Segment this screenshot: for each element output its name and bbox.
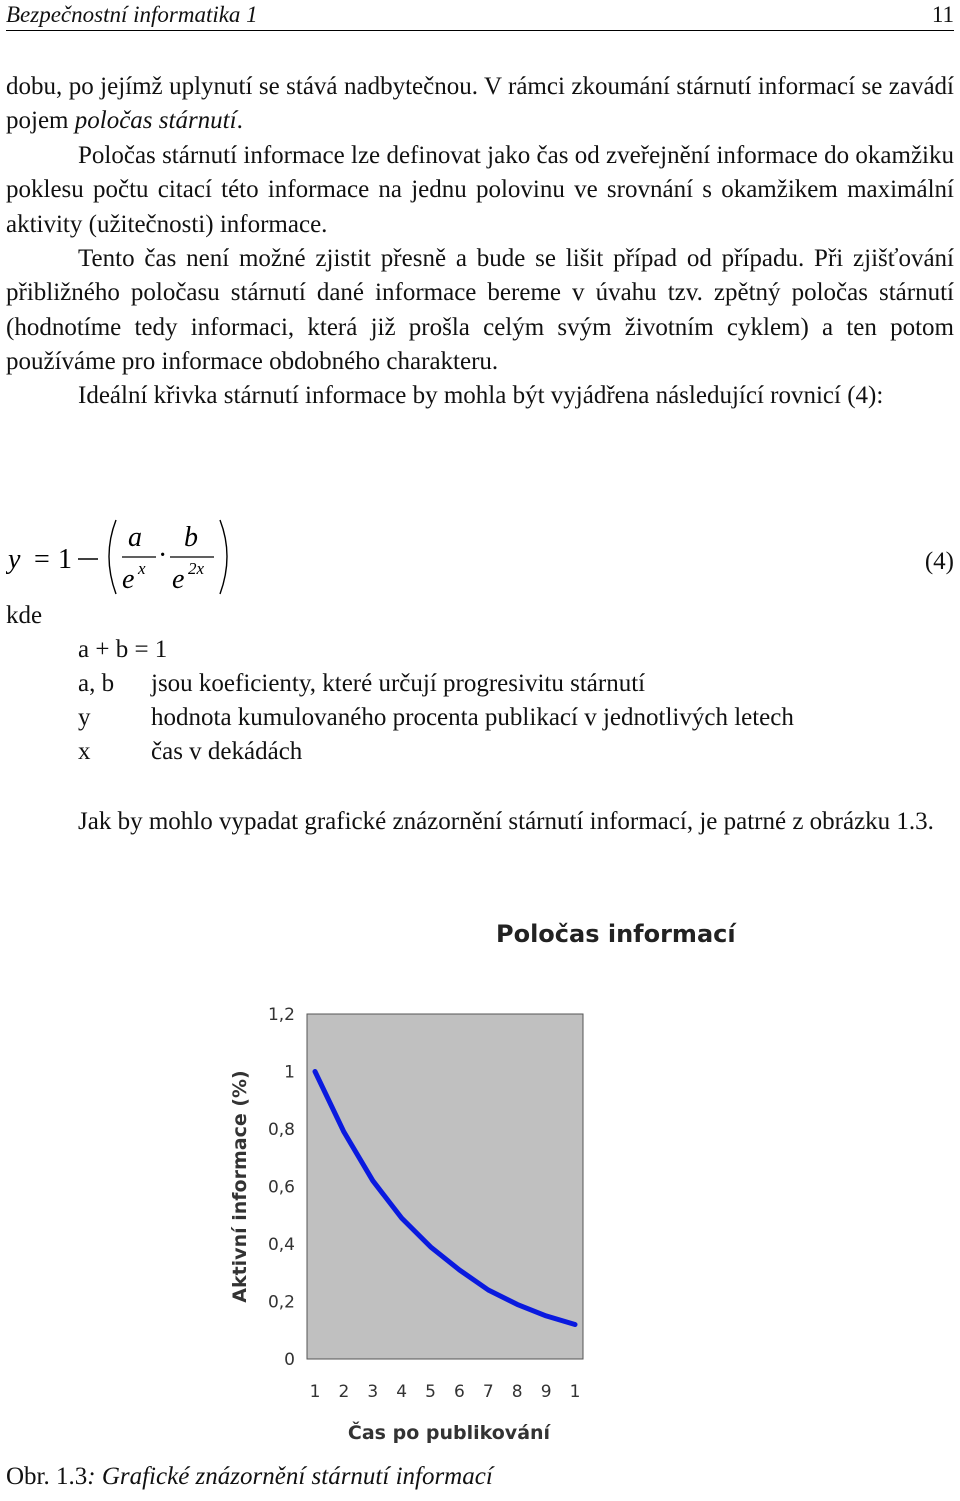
chart-title: Poločas informací bbox=[496, 920, 736, 948]
var-desc: hodnota kumulovaného procenta publikací v jednotlivých letech bbox=[151, 704, 794, 731]
eq-dot: · bbox=[158, 540, 168, 571]
equation-4 bbox=[6, 506, 954, 602]
header-title: Bezpečnostní informatika 1 bbox=[6, 2, 258, 27]
x-tick-label: 8 bbox=[511, 1382, 523, 1402]
y-tick-label: 1 bbox=[284, 1062, 295, 1083]
var-desc: jsou koeficienty, které určují progresivitu stárnutí bbox=[151, 670, 646, 697]
figure-caption bbox=[6, 1463, 493, 1491]
eq-equals: = bbox=[34, 544, 50, 575]
x-axis-label: Čas po publikování bbox=[347, 1422, 551, 1444]
data-point bbox=[342, 1130, 346, 1134]
data-point bbox=[515, 1302, 519, 1306]
x-tick-label: 3 bbox=[367, 1382, 379, 1402]
definition-text: Poločas stárnutí informace lze definovat jako čas od zveřejnění informace do okamžiku poklesu počtu citací této informace na jednu polovinu ve srovnání s okamžikem maximální aktivity (užitečnosti) informace. bbox=[6, 142, 954, 238]
y-tick-label: 0,4 bbox=[267, 1235, 295, 1255]
estimation-text: Tento čas není možné zjistit přesně a bude se lišit případ od případu. Při zjišťování přibližného poločasu stárnutí dané informace bereme v úvahu tzv. zpětný poločas stárnutí (hodnotíme tedy informaci, která již prošla celým svým životním cyklem) a ten potom používáme pro informace obdobného charakteru. bbox=[6, 245, 954, 375]
eq-one: 1 bbox=[58, 544, 72, 575]
intro-period: . bbox=[236, 107, 243, 135]
y-tick-label: 0,6 bbox=[267, 1177, 295, 1198]
equation-number: (4) bbox=[924, 548, 954, 575]
eq-exp-a: x bbox=[138, 559, 146, 578]
equation-intro-text: Ideální křivka stárnutí informace by mohla být vyjádřena následující rovnicí (4): bbox=[78, 382, 884, 409]
x-tick-label: 5 bbox=[425, 1382, 436, 1402]
paragraph-outro bbox=[6, 805, 954, 839]
data-point bbox=[371, 1179, 375, 1183]
eq-lhs: y bbox=[8, 544, 21, 575]
y-tick-label: 0 bbox=[284, 1350, 295, 1370]
data-point bbox=[486, 1288, 490, 1292]
x-tick-label: 9 bbox=[540, 1382, 552, 1402]
eq-den-b: e bbox=[172, 564, 185, 595]
var-key: x bbox=[78, 738, 91, 765]
data-point bbox=[313, 1069, 317, 1073]
y-tick-label: 0,8 bbox=[267, 1120, 295, 1140]
paragraph-definition bbox=[6, 139, 954, 242]
eq-num-a: a bbox=[128, 522, 142, 553]
page-number: 11 bbox=[931, 2, 954, 27]
data-point bbox=[457, 1268, 461, 1272]
y-tick-label: 1,2 bbox=[267, 1005, 295, 1025]
caption-text: : Grafické znázornění stárnutí informací bbox=[87, 1463, 493, 1490]
var-desc: čas v dekádách bbox=[151, 738, 303, 765]
y-tick-label: 0,2 bbox=[267, 1292, 295, 1313]
var-key: a, b bbox=[78, 670, 115, 697]
x-tick-label: 4 bbox=[396, 1382, 408, 1402]
data-point bbox=[428, 1245, 432, 1249]
y-axis-label: Aktivní informace (%) bbox=[229, 1070, 251, 1303]
data-point bbox=[544, 1314, 548, 1318]
x-tick-label: 6 bbox=[454, 1382, 465, 1402]
var-key: y bbox=[78, 704, 91, 731]
term-half-life: poločas stárnutí bbox=[74, 107, 237, 135]
where-label: kde bbox=[6, 602, 43, 629]
paragraph-estimation bbox=[6, 242, 954, 379]
data-point bbox=[399, 1216, 403, 1220]
plot-area bbox=[307, 1014, 583, 1359]
data-point bbox=[573, 1322, 577, 1326]
eq-right-paren bbox=[220, 520, 227, 594]
half-life-chart bbox=[210, 980, 610, 1450]
x-tick-label: 2 bbox=[338, 1382, 350, 1402]
page-header bbox=[6, 0, 954, 31]
eq-den-a: e bbox=[122, 564, 135, 595]
caption-prefix: Obr. 1.3 bbox=[6, 1463, 88, 1490]
outro-text: Jak by mohlo vypadat grafické znázornění stárnutí informací, je patrné z obrázku 1.3. bbox=[78, 808, 934, 835]
x-tick-label: 1 bbox=[569, 1382, 581, 1402]
eq-left-paren bbox=[109, 520, 116, 594]
eq-num-b: b bbox=[184, 522, 198, 553]
x-tick-label: 1 bbox=[309, 1382, 321, 1402]
eq-exp-b: 2x bbox=[188, 559, 205, 578]
var-key: a + b = 1 bbox=[78, 636, 168, 663]
x-tick-label: 7 bbox=[482, 1382, 494, 1402]
paragraph-equation-intro bbox=[6, 379, 954, 413]
paragraph-intro bbox=[6, 70, 954, 139]
equation-svg bbox=[6, 506, 266, 602]
intro-text: dobu, po jejímž uplynutí se stává nadbytečnou. V rámci zkoumání stárnutí informací se zavádí pojem bbox=[6, 73, 954, 135]
